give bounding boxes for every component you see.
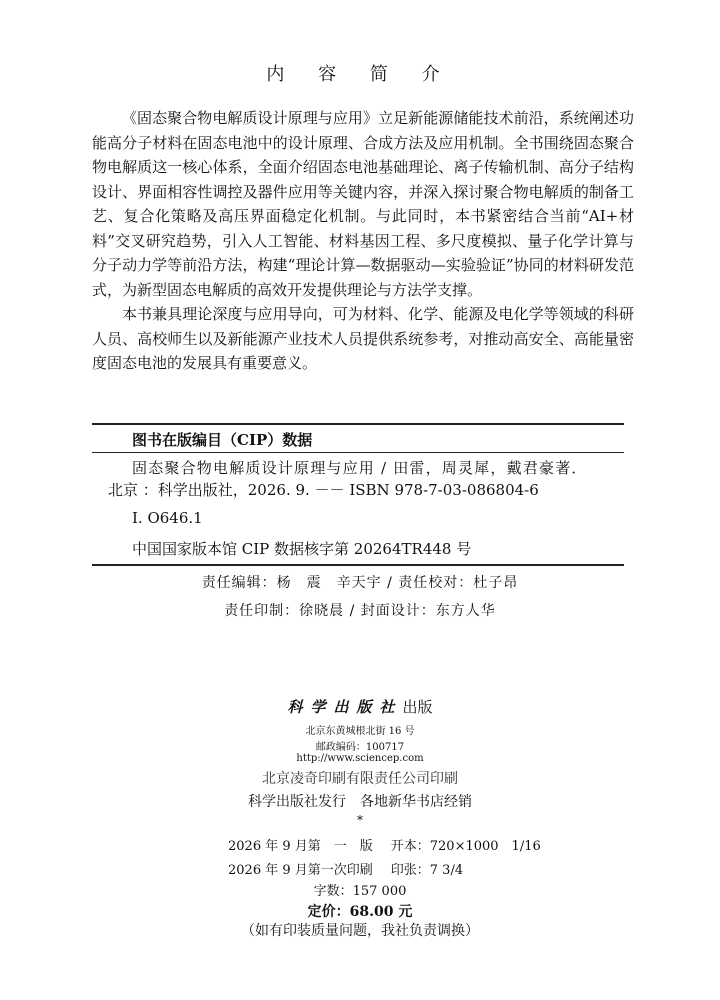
publisher-line: [0, 696, 720, 717]
cip-divider: [92, 452, 624, 453]
publisher-suffix: 出版: [402, 698, 433, 716]
intro-paragraph: 《固态聚合物电解质设计原理与应用》立足新能源储能技术前沿，系统阐述功能高分子材料在固态电池中的设计原理、合成方法及应用机制。全书围绕固态聚合物电解质这一核心体系，全面介绍固态电池基础理论、离子传输机制、高分子结构设计、界面相容性调控及器件应用等关键内容，并深入探讨聚合物电解质的制备工艺、复合化策略及高压界面稳定化机制。与此同时，本书紧密结合当前“AI+材料”交叉研究趋势，引入人工智能、材料基因工程、多尺度模拟、量子化学计算与分子动力学等前沿方法，构建“理论计算—数据驱动—实验验证”协同的材料研发范式，为新型固态电解质的高效开发提供理论与方法学支撑。: [92, 109, 634, 299]
editor-credits: 责任编辑：杨 震 辛天宇 / 责任校对：杜子昂: [201, 575, 519, 591]
word-count: 字数：157 000: [313, 884, 407, 899]
cip-classification: Ⅰ. O646.1: [132, 509, 203, 527]
printing-label: 2026 年 9 月第一次印刷: [228, 863, 373, 878]
cip-entry-line: 固态聚合物电解质设计原理与应用 / 田雷，周灵犀，戴君豪著．: [132, 459, 588, 477]
cip-heading: 图书在版编目（CIP）数据: [132, 431, 313, 449]
page-title: 内 容 简 介: [266, 64, 454, 85]
publisher-url: http://www.sciencep.com: [296, 753, 424, 764]
edition-label: 2026 年 9 月第 一 版: [228, 839, 373, 854]
format-label: 开本：720×1000 1/16: [390, 839, 541, 854]
distribution-line: 科学出版社发行 各地新华书店经销: [248, 794, 472, 810]
cip-record-number: 中国国家版本馆 CIP 数据核字第 20264TR448 号: [132, 540, 472, 558]
publisher-address: 北京东黄城根北街 16 号: [305, 726, 415, 737]
cip-entry-line: 北京 ：科学出版社，2026. 9. －－ ISBN 978-7-03-086804-6: [108, 481, 539, 499]
cip-top-rule: [92, 423, 624, 425]
printer-line: 北京凌奇印刷有限责任公司印刷: [262, 771, 458, 787]
price: 定价：68.00 元: [307, 904, 413, 920]
publisher-postcode: 邮政编码：100717: [315, 742, 405, 753]
sheets-label: 印张：7 3/4: [390, 863, 464, 878]
edition-row: [228, 835, 541, 854]
production-credits: 责任印制：徐晓晨 / 封面设计：东方人华: [224, 603, 496, 619]
printing-row: [228, 859, 463, 878]
quality-notice: （如有印装质量问题，我社负责调换）: [241, 923, 479, 939]
introduction: [92, 106, 634, 376]
intro-paragraph: 本书兼具理论深度与应用导向，可为材料、化学、能源及电化学等领域的科研人员、高校师生以及新能源产业技术人员提供系统参考，对推动高安全、高能量密度固态电池的发展具有重要意义。: [92, 305, 634, 372]
separator-star: *: [357, 813, 363, 827]
cip-bottom-rule: [92, 564, 624, 566]
publisher-logo: 科学出版社: [287, 698, 403, 716]
